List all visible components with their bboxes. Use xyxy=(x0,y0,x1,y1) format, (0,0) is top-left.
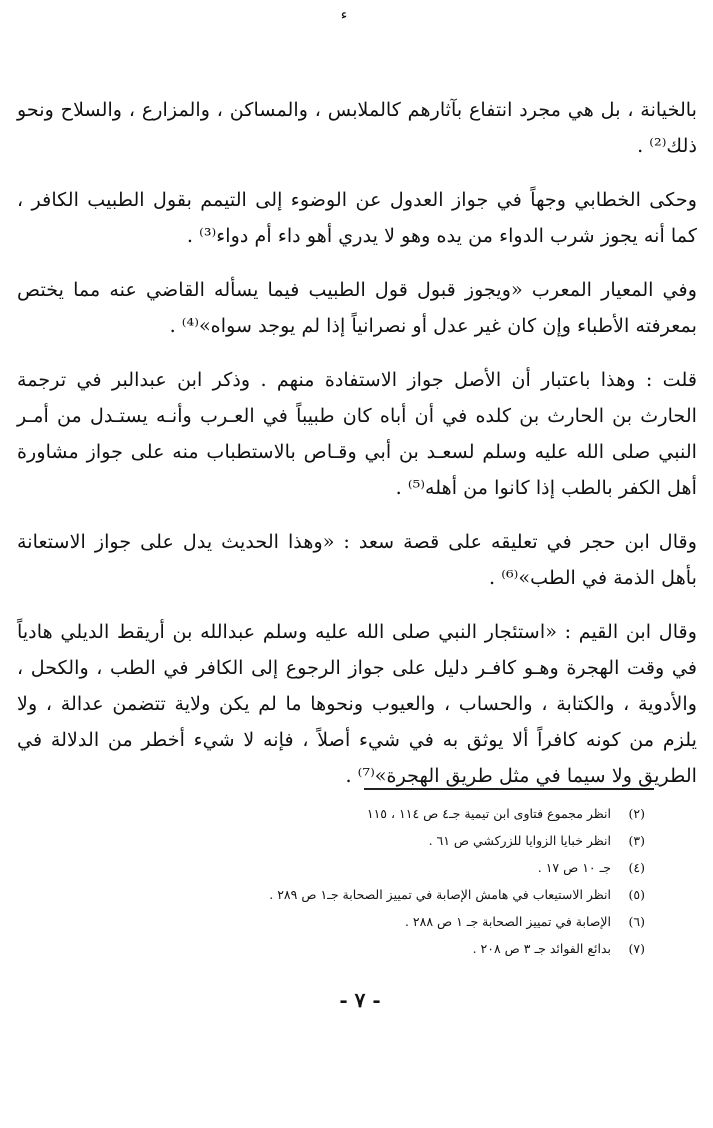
footnote-number: (٣) xyxy=(628,833,645,848)
footnotes xyxy=(65,800,645,962)
footnote-text: انظر خبايا الزوايا للزركشي ص ٦١ . xyxy=(428,833,612,848)
footnote-divider xyxy=(364,788,654,790)
footnote xyxy=(65,908,645,935)
footnote xyxy=(65,854,645,881)
main-text xyxy=(17,92,697,812)
paragraph: قلت : وهذا باعتبار أن الأصل جواز الاستفادة منهم . وذكر ابن عبدالبر في ترجمة الحارث بن الحارث بن كلده في أن أباه كان طبيباً في العـرب وأنـه يستـدل من أمـر النبي صلى الله عليه وسلم لسعـد بن أبي وقـاص بالاستطباب منه على جواز مشاورة أهل الكفر بالطب إذا كانوا من أهله⁽⁵⁾ . xyxy=(17,368,697,499)
paragraph: وحكى الخطابي وجهاً في جواز العدول عن الوضوء إلى التيمم بقول الطبيب الكافر ، كما أنه يجوز شرب الدواء من يده وهو لا يدري أهو داء أم دواء⁽³⁾ . xyxy=(17,188,697,247)
footnote xyxy=(65,827,645,854)
footnote xyxy=(65,935,645,962)
footnote xyxy=(65,881,645,908)
page-number: - ٧ - xyxy=(339,988,381,1012)
footnote-number: (٧) xyxy=(628,941,645,956)
footnote-text: انظر الاستيعاب في هامش الإصابة في تمييز الصحابة جـ١ ص ٢٨٩ . xyxy=(269,887,612,902)
top-mark: ء xyxy=(340,7,348,23)
paragraph: وقال ابن حجر في تعليقه على قصة سعد : «وهذا الحديث يدل على جواز الاستعانة بأهل الذمة في الطب»⁽⁶⁾ . xyxy=(17,530,697,589)
paragraph: بالخيانة ، بل هي مجرد انتفاع بآثارهم كالملابس ، والمساكن ، والمزارع ، والسلاح ونحو ذلك⁽²⁾ . xyxy=(17,98,697,157)
footnote xyxy=(65,800,645,827)
footnote-number: (٢) xyxy=(628,806,645,821)
footnote-number: (٥) xyxy=(628,887,645,902)
paragraph: وقال ابن القيم : «استئجار النبي صلى الله عليه وسلم عبدالله بن أريقط الديلي هادياً في وقت الهجرة وهـو كافـر دليل على جواز الرجوع إلى الكافر في الطب ، والكحل ، والأدوية ، والكتابة ، والحساب ، والعيوب ونحوها ما لم يكن ولاية تتضمن عدالة ، ولا يلزم من كونه كافراً ألا يوثق به في شيء أصلاً ، فإنه لا شيء أخطر من الدلالة في الطريق ولا سيما في مثل طريق الهجرة»⁽⁷⁾ . xyxy=(17,620,697,787)
footnote-text: انظر مجموع فتاوى ابن تيمية جـ٤ ص ١١٤ ، ١١٥ xyxy=(366,806,612,821)
footnote-number: (٤) xyxy=(628,860,645,875)
footnote-text: جـ ١٠ ص ١٧ . xyxy=(537,860,612,875)
footnote-number: (٦) xyxy=(628,914,645,929)
footnote-text: بدائع الفوائد جـ ٣ ص ٢٠٨ . xyxy=(472,941,612,956)
footnote-text: الإصابة في تمييز الصحابة جـ ١ ص ٢٨٨ . xyxy=(404,914,612,929)
paragraph: وفي المعيار المعرب «ويجوز قبول قول الطبيب فيما يسأله القاضي عنه مما يختص بمعرفته الأطباء وإن كان غير عدل أو نصرانياً إذا لم يوجد سواه»⁽⁴⁾ . xyxy=(17,278,697,337)
